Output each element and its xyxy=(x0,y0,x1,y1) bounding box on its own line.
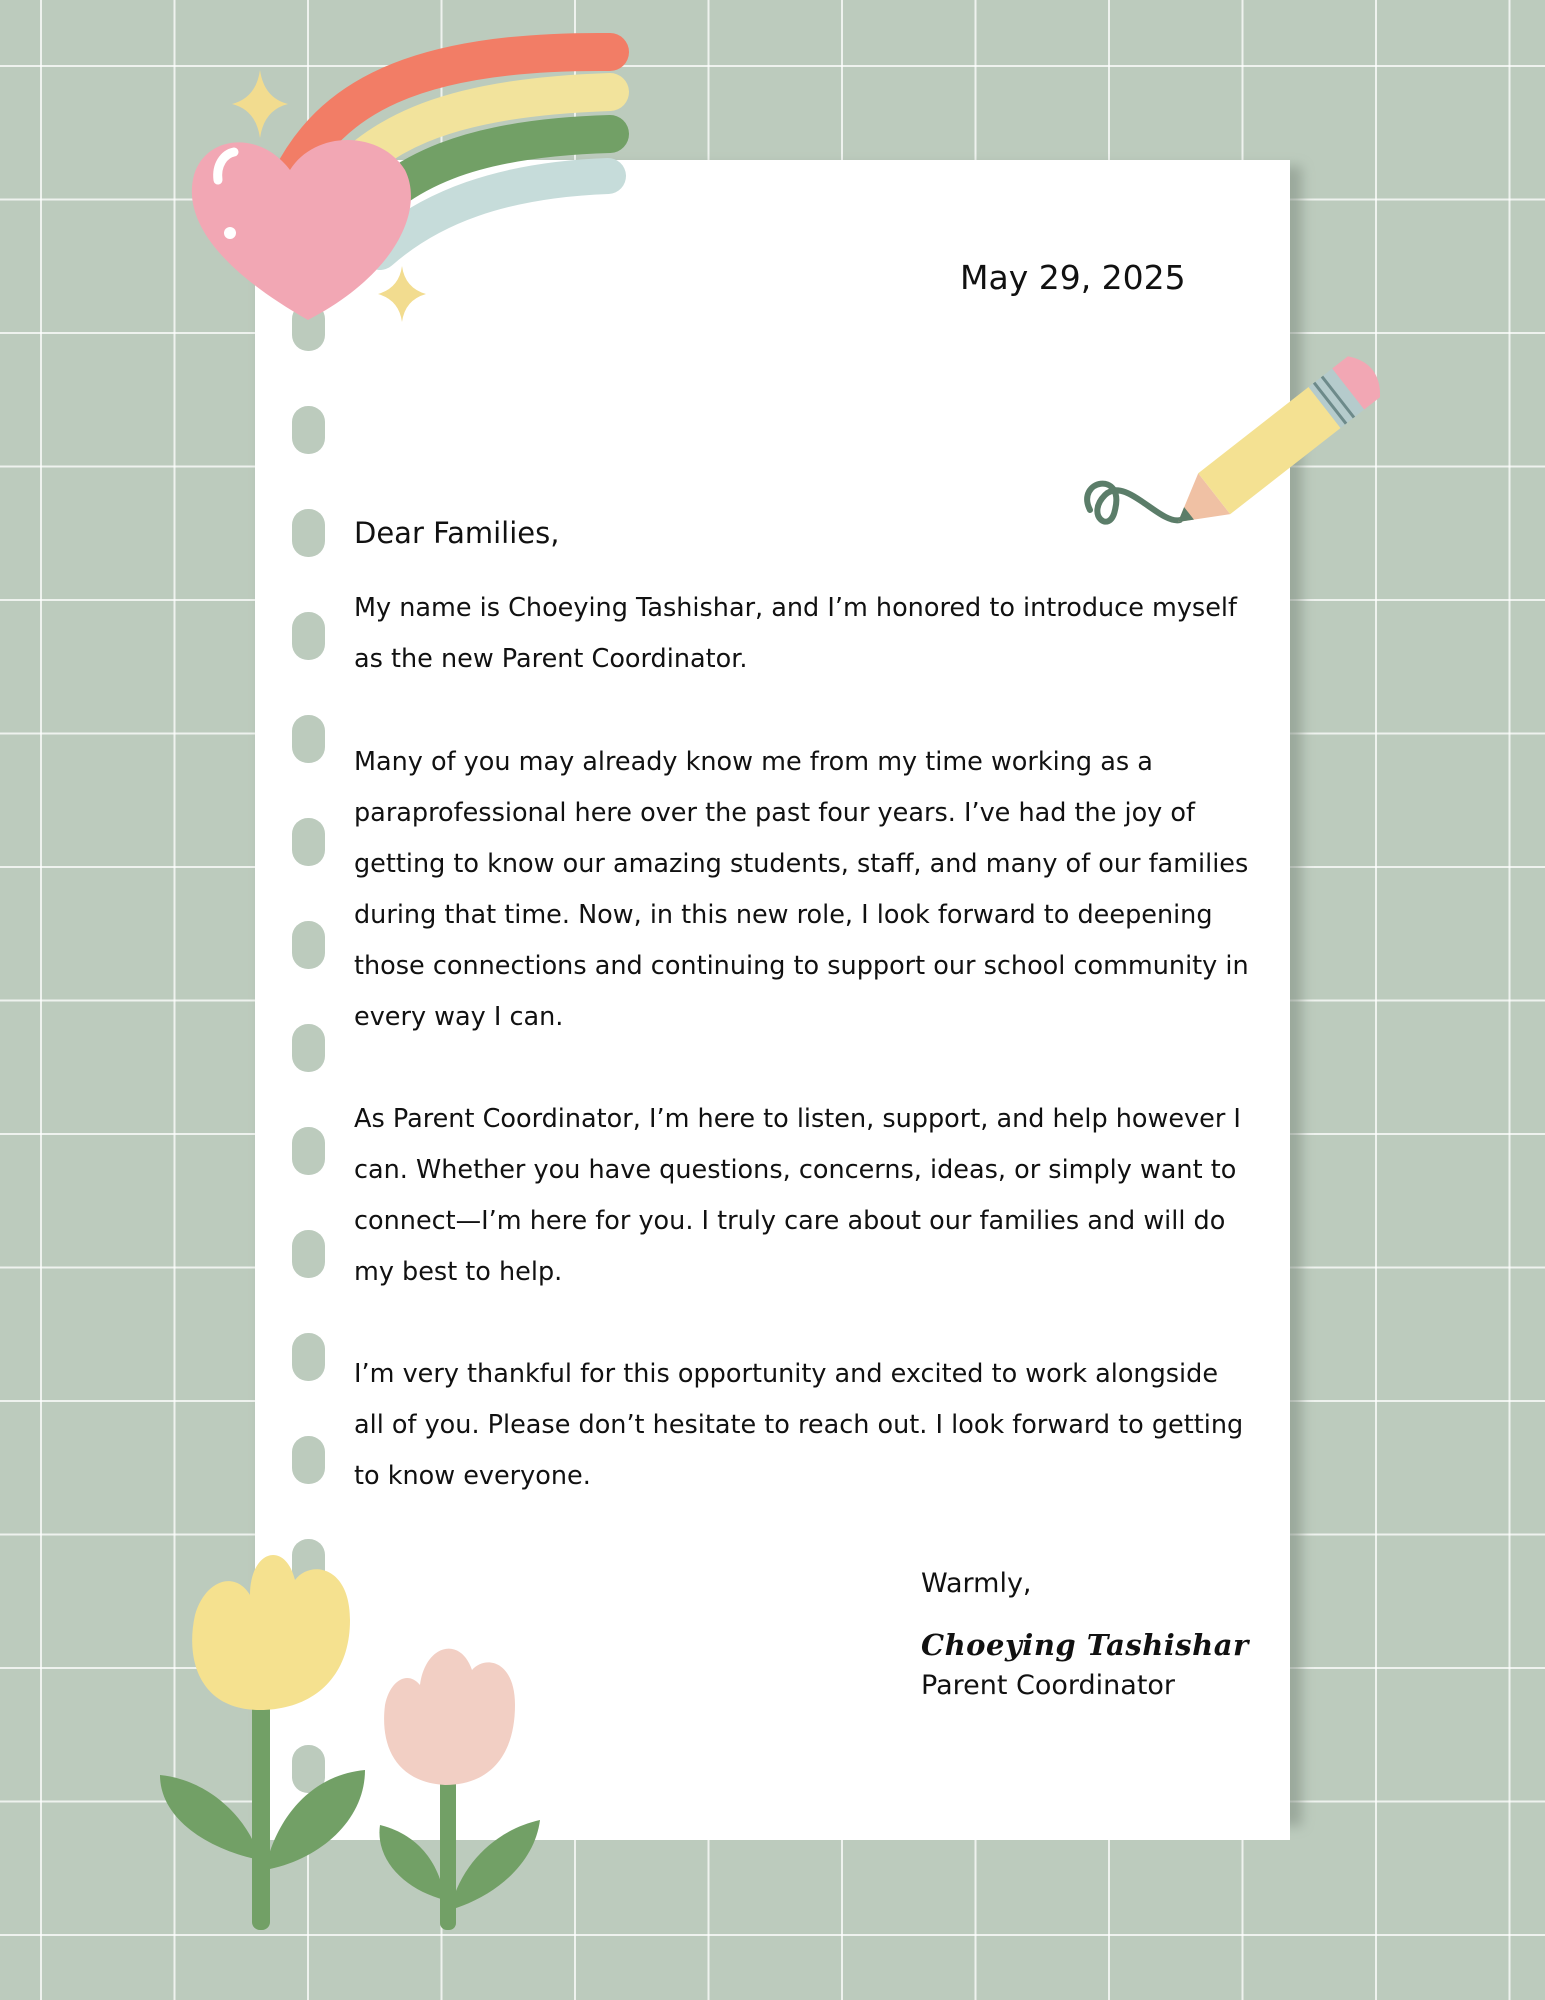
sparkle-icon xyxy=(232,70,288,138)
binder-hole xyxy=(292,1333,325,1381)
binder-hole xyxy=(292,509,325,557)
binder-hole xyxy=(292,1230,325,1278)
binder-hole xyxy=(292,1024,325,1072)
closing: Warmly, xyxy=(921,1568,1032,1599)
binder-hole xyxy=(292,921,325,969)
binder-hole xyxy=(292,818,325,866)
tulip-illustration xyxy=(150,1520,570,1940)
salutation: Dear Families, xyxy=(354,516,560,550)
sparkle-icon xyxy=(378,266,426,322)
paragraph-thanks: I’m very thankful for this opportunity and excited to work alongside all of you. Please don’t hesitate to reach out. I look forward to getting to know everyone. xyxy=(354,1359,1244,1491)
letter-date: May 29, 2025 xyxy=(960,258,1186,297)
binder-hole xyxy=(292,406,325,454)
signature: Choeying Tashishar xyxy=(921,1628,1249,1662)
binder-hole xyxy=(292,1127,325,1175)
pencil-illustration xyxy=(1070,310,1390,550)
paragraph-intro: My name is Choeying Tashishar, and I’m honored to introduce myself as the new Parent Coordinator. xyxy=(354,593,1237,674)
paragraph-background: Many of you may already know me from my time working as a paraprofessional here over the past four years. I’ve had the joy of getting to know our amazing students, staff, and many of our families during that time. Now, in this new role, I look forward to deepening those connections and continuing to support our school community in every way I can. xyxy=(354,747,1249,1032)
paragraph-role: As Parent Coordinator, I’m here to listen, support, and help however I can. Whether you have questions, concerns, ideas, or simply want to connect—I’m here for you. I truly care about our families and will do my best to help. xyxy=(354,1104,1241,1287)
heart-icon xyxy=(192,140,411,320)
heart-rainbow-illustration xyxy=(180,30,640,350)
binder-hole xyxy=(292,715,325,763)
binder-hole xyxy=(292,612,325,660)
binder-hole xyxy=(292,1436,325,1484)
signer-role: Parent Coordinator xyxy=(921,1670,1176,1701)
